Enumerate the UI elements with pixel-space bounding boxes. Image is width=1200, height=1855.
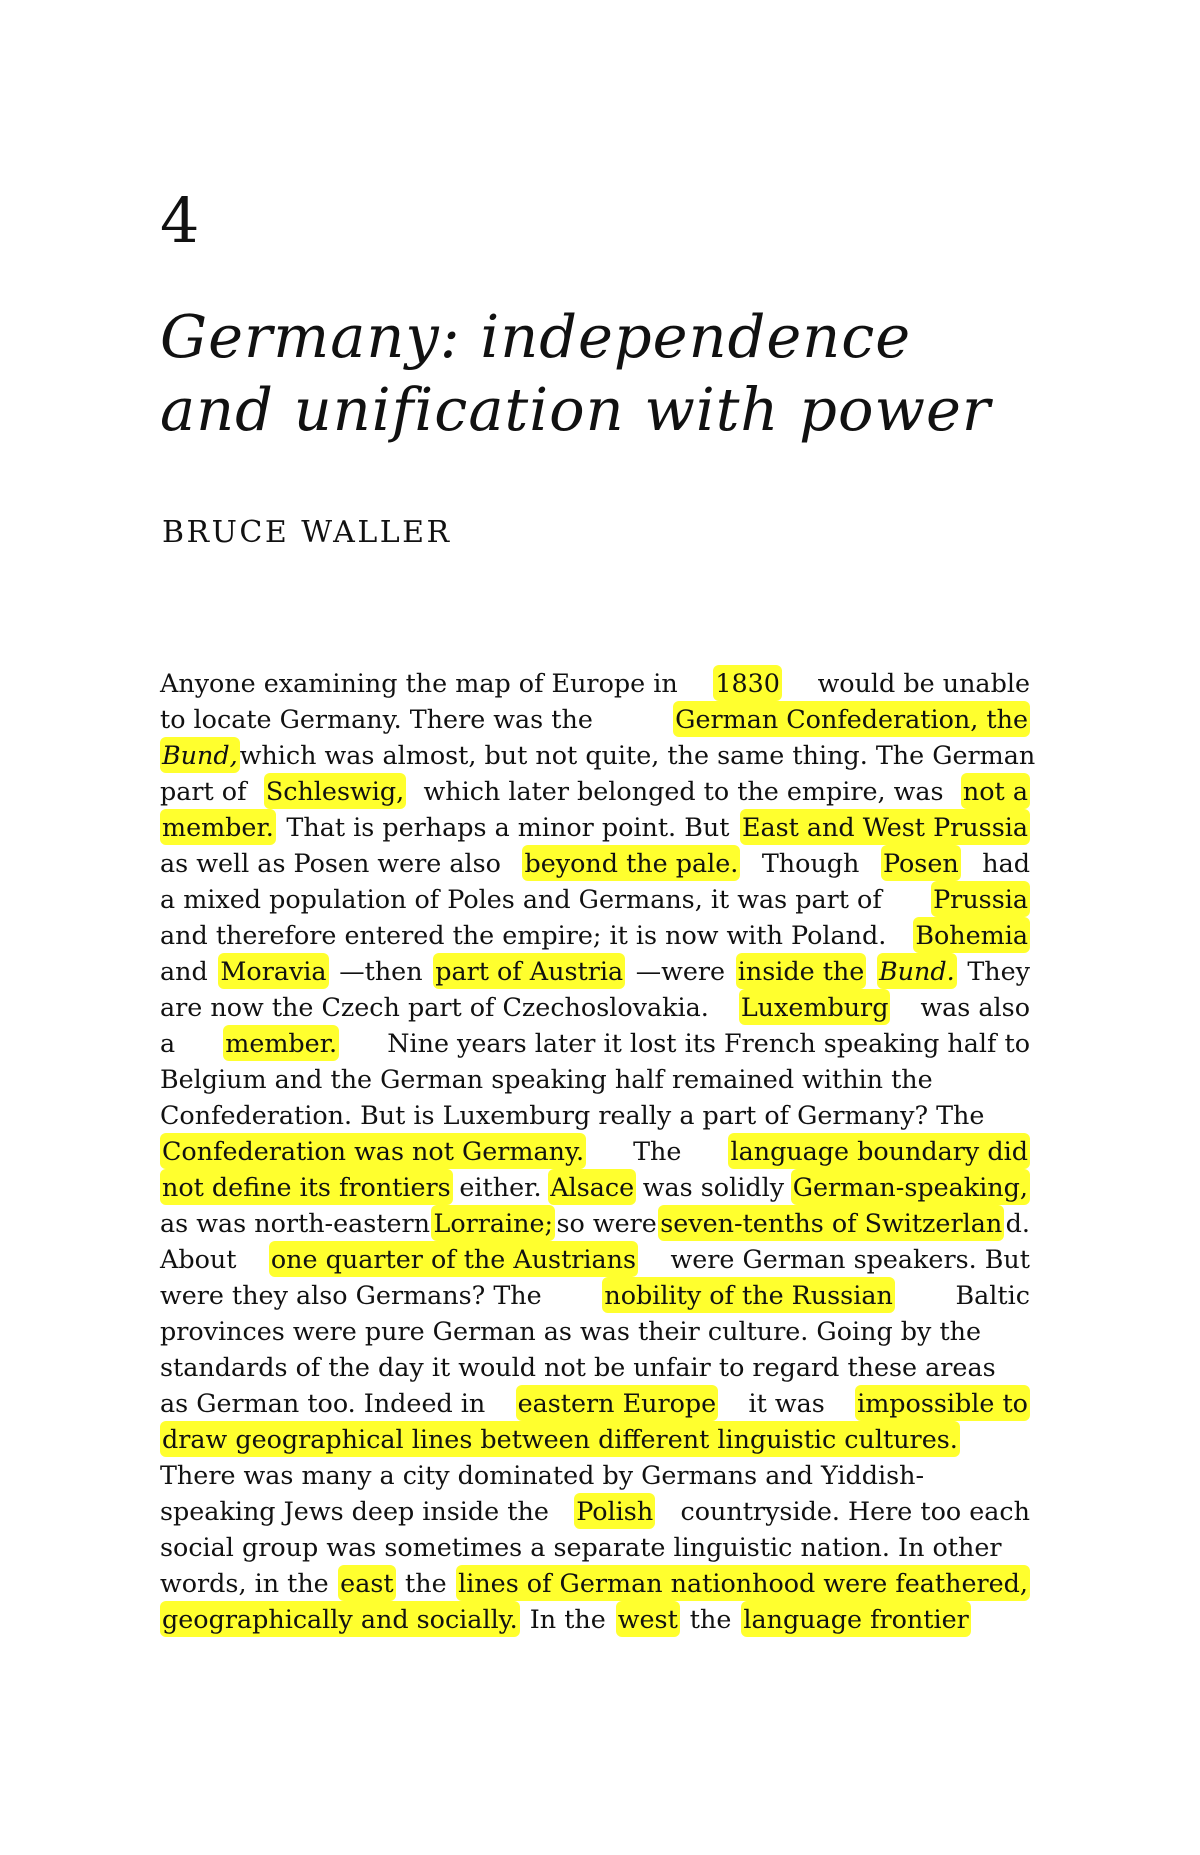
text-span: —were (635, 956, 726, 986)
highlighted-phrase: 1830 (713, 665, 782, 701)
highlighted-phrase: German Confederation, the (673, 701, 1030, 737)
text-span: countryside. Here too each (680, 1496, 1030, 1526)
text-line (160, 1133, 1030, 1169)
text-span: —then (339, 956, 423, 986)
highlighted-phrase: language boundary did (728, 1133, 1030, 1169)
chapter-title-line: Germany: independence (160, 302, 912, 371)
body-text (160, 665, 1036, 1637)
highlighted-phrase: Lorraine; (431, 1205, 555, 1241)
highlighted-phrase: seven-tenths of Switzerlan (658, 1205, 1004, 1241)
text-line (160, 1169, 1030, 1205)
text-span: d. (1005, 1208, 1030, 1238)
text-span: part of (160, 776, 247, 806)
highlighted-phrase: Bund. (877, 953, 957, 989)
highlighted-phrase: one quarter of the Austrians (269, 1241, 638, 1277)
text-span: That is perhaps a minor point. But (286, 812, 730, 842)
highlighted-phrase: Prussia (931, 881, 1030, 917)
text-line (160, 1241, 1030, 1277)
text-line (160, 1385, 1030, 1421)
text-span: so were (556, 1208, 657, 1238)
chapter-title (160, 300, 1060, 446)
highlighted-phrase: beyond the pale. (522, 845, 740, 881)
text-span: The (633, 1136, 682, 1166)
highlighted-phrase: Bund, (160, 737, 240, 773)
text-span: the (405, 1568, 447, 1598)
text-span: Baltic (955, 1280, 1030, 1310)
text-line (160, 1529, 1030, 1565)
highlighted-phrase: member. (223, 1025, 339, 1061)
text-span: a (160, 1028, 176, 1058)
text-line (160, 1349, 1030, 1385)
highlighted-phrase: not a (961, 773, 1030, 809)
text-line (160, 1457, 1030, 1493)
text-line (160, 1565, 1030, 1601)
text-span: and therefore entered the empire; it is now with Poland. (160, 920, 887, 950)
highlighted-phrase: eastern Europe (516, 1385, 719, 1421)
highlighted-phrase: impossible to (855, 1385, 1030, 1421)
text-span: the (689, 1604, 732, 1634)
text-line (160, 1421, 1030, 1457)
text-line (160, 881, 1030, 917)
highlighted-phrase: inside the (736, 953, 867, 989)
text-span: had (982, 848, 1030, 878)
text-span: as was north-eastern (160, 1208, 431, 1238)
text-line (160, 953, 1030, 989)
highlighted-phrase: Alsace (548, 1169, 636, 1205)
text-span: Belgium and the German speaking half remained within the (160, 1064, 933, 1094)
highlighted-phrase: not define its frontiers (160, 1169, 453, 1205)
text-span: Though (761, 848, 860, 878)
highlighted-phrase: Polish (574, 1493, 655, 1529)
text-span: to locate Germany. There was the (160, 704, 593, 734)
text-line (160, 845, 1030, 881)
text-span: as German too. Indeed in (160, 1388, 486, 1418)
text-span: either. (459, 1172, 542, 1202)
text-line (160, 701, 1030, 737)
highlighted-phrase: language frontier (741, 1601, 970, 1637)
chapter-number: 4 (160, 184, 200, 257)
text-span: are now the Czech part of Czechoslovakia. (160, 992, 709, 1022)
author-name: BRUCE WALLER (162, 515, 452, 550)
text-span: a mixed population of Poles and Germans, it was part of (160, 884, 882, 914)
text-line (160, 1025, 1030, 1061)
text-line (160, 1493, 1030, 1529)
highlighted-phrase: east (338, 1565, 395, 1601)
highlighted-phrase: west (616, 1601, 680, 1637)
highlighted-phrase: geographically and socially. (160, 1601, 520, 1637)
text-line (160, 1097, 1030, 1133)
text-span: words, in the (160, 1568, 329, 1598)
text-line (160, 989, 1030, 1025)
text-span: were German speakers. But (670, 1244, 1030, 1274)
text-line (160, 1061, 1030, 1097)
text-span: it was (748, 1388, 825, 1418)
text-span: There was many a city dominated by Germans and Yiddish- (160, 1460, 925, 1490)
text-line (160, 773, 1030, 809)
text-line (160, 1205, 1030, 1241)
text-span: They (967, 956, 1030, 986)
text-line (160, 917, 1030, 953)
text-line (160, 1277, 1030, 1313)
highlighted-phrase: lines of German nationhood were feathered, (456, 1565, 1030, 1601)
highlighted-phrase: draw geographical lines between different linguistic cultures. (160, 1421, 960, 1457)
highlighted-phrase: East and West Prussia (740, 809, 1030, 845)
text-span: was solidly (642, 1172, 785, 1202)
highlighted-phrase: member. (160, 809, 276, 845)
text-span: and (160, 956, 208, 986)
highlighted-phrase: Posen (881, 845, 961, 881)
text-line (160, 737, 1036, 773)
highlighted-phrase: part of Austria (433, 953, 625, 989)
highlighted-phrase: nobility of the Russian (602, 1277, 894, 1313)
highlighted-phrase: Schleswig, (264, 773, 406, 809)
text-span: social group was sometimes a separate linguistic nation. In other (160, 1532, 1002, 1562)
highlighted-phrase: Confederation was not Germany. (160, 1133, 586, 1169)
text-span: In the (529, 1604, 606, 1634)
highlighted-phrase: Bohemia (913, 917, 1030, 953)
text-span: About (160, 1244, 237, 1274)
text-line (160, 1313, 1030, 1349)
text-span: Confederation. But is Luxemburg really a part of Germany? The (160, 1100, 985, 1130)
text-line (160, 1601, 1030, 1637)
text-line (160, 809, 1030, 845)
text-span: which was almost, but not quite, the same thing. The German (239, 740, 1036, 770)
text-span: provinces were pure German as was their culture. Going by the (160, 1316, 982, 1346)
text-span: were they also Germans? The (160, 1280, 542, 1310)
text-span: standards of the day it would not be unfair to regard these areas (160, 1352, 996, 1382)
text-span: speaking Jews deep inside the (160, 1496, 549, 1526)
highlighted-phrase: Moravia (218, 953, 328, 989)
text-span: would be unable (817, 668, 1030, 698)
text-span: Anyone examining the map of Europe in (160, 668, 678, 698)
text-span: Nine years later it lost its French speaking half to (387, 1028, 1030, 1058)
text-span: was also (920, 992, 1030, 1022)
text-span: as well as Posen were also (160, 848, 501, 878)
highlighted-phrase: Luxemburg (739, 989, 891, 1025)
text-line (160, 665, 1030, 701)
text-span: which later belonged to the empire, was (423, 776, 944, 806)
chapter-title-line: and unification with power (160, 375, 992, 444)
highlighted-phrase: German-speaking, (791, 1169, 1030, 1205)
